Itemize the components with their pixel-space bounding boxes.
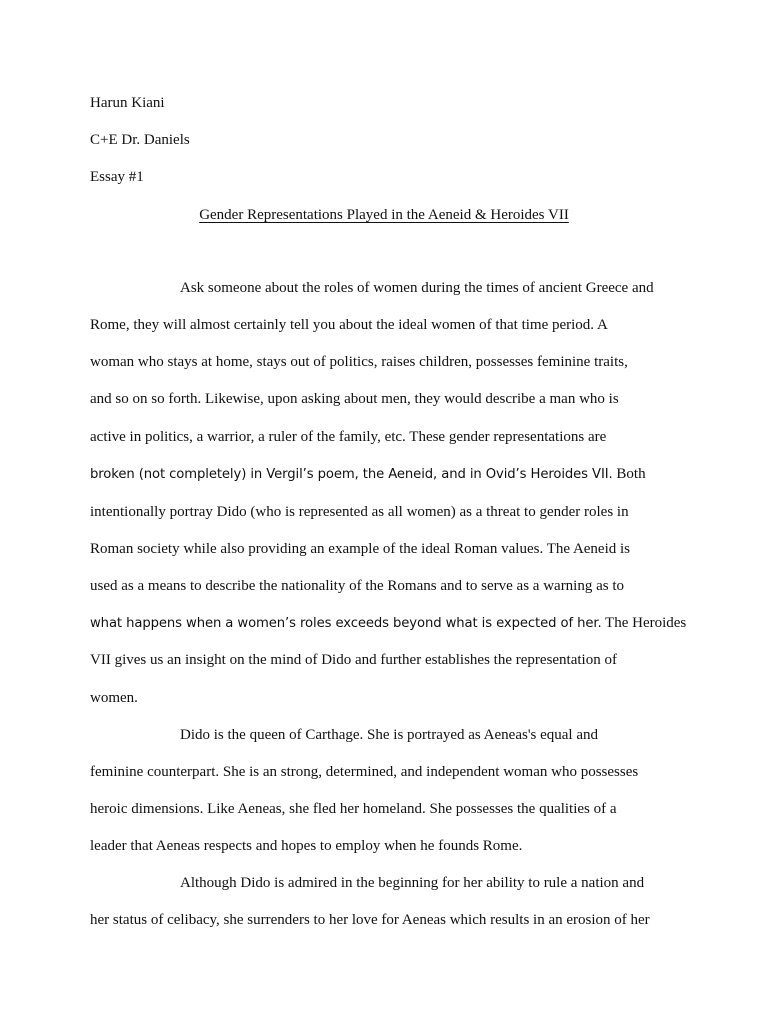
body-line: active in politics, a warrior, a ruler of the family, etc. These gender representations are	[90, 429, 607, 445]
body-line-continuation: The Heroides	[601, 615, 687, 631]
body-line: heroic dimensions. Like Aeneas, she fled her homeland. She possesses the qualities of a	[90, 801, 617, 817]
body-line: feminine counterpart. She is an strong, determined, and independent woman who possesses	[90, 764, 639, 780]
essay-title-text: Gender Representations Played in the Aeneid & Heroides VII	[199, 207, 569, 223]
body-line-continuation: Both	[612, 466, 646, 482]
body-line-alt-font: what happens when a women’s roles exceeds beyond what is expected of her.	[90, 616, 602, 631]
body-line	[90, 613, 686, 633]
body-line: and so on so forth. Likewise, upon asking about men, they would describe a man who is	[90, 391, 619, 407]
body-line: Although Dido is admired in the beginning for her ability to rule a nation and	[180, 875, 645, 891]
body-line: leader that Aeneas respects and hopes to employ when he founds Rome.	[90, 838, 523, 854]
body-line: VII gives us an insight on the mind of Dido and further establishes the representation of	[90, 652, 617, 668]
body-line: Roman society while also providing an example of the ideal Roman values. The Aeneid is	[90, 541, 631, 557]
body-line: Rome, they will almost certainly tell you about the ideal women of that time period. A	[90, 317, 608, 333]
body-line: women.	[90, 690, 138, 706]
body-line: Dido is the queen of Carthage. She is portrayed as Aeneas's equal and	[180, 727, 599, 743]
body-line: used as a means to describe the nationality of the Romans and to serve as a warning as to	[90, 578, 625, 594]
body-line: intentionally portray Dido (who is represented as all women) as a threat to gender roles in	[90, 504, 629, 520]
course-line: C+E Dr. Daniels	[90, 132, 190, 148]
body-line: Ask someone about the roles of women during the times of ancient Greece and	[180, 280, 654, 296]
body-line-alt-font: broken (not completely) in Vergil’s poem, the Aeneid, and in Ovid’s Heroides VII.	[90, 467, 613, 482]
body-line: woman who stays at home, stays out of politics, raises children, possesses feminine traits,	[90, 354, 628, 370]
assignment-label: Essay #1	[90, 169, 144, 185]
body-line	[90, 464, 646, 484]
essay-title	[0, 205, 768, 225]
body-line: her status of celibacy, she surrenders to her love for Aeneas which results in an erosion of her	[90, 912, 650, 928]
author-name: Harun Kiani	[90, 95, 165, 111]
